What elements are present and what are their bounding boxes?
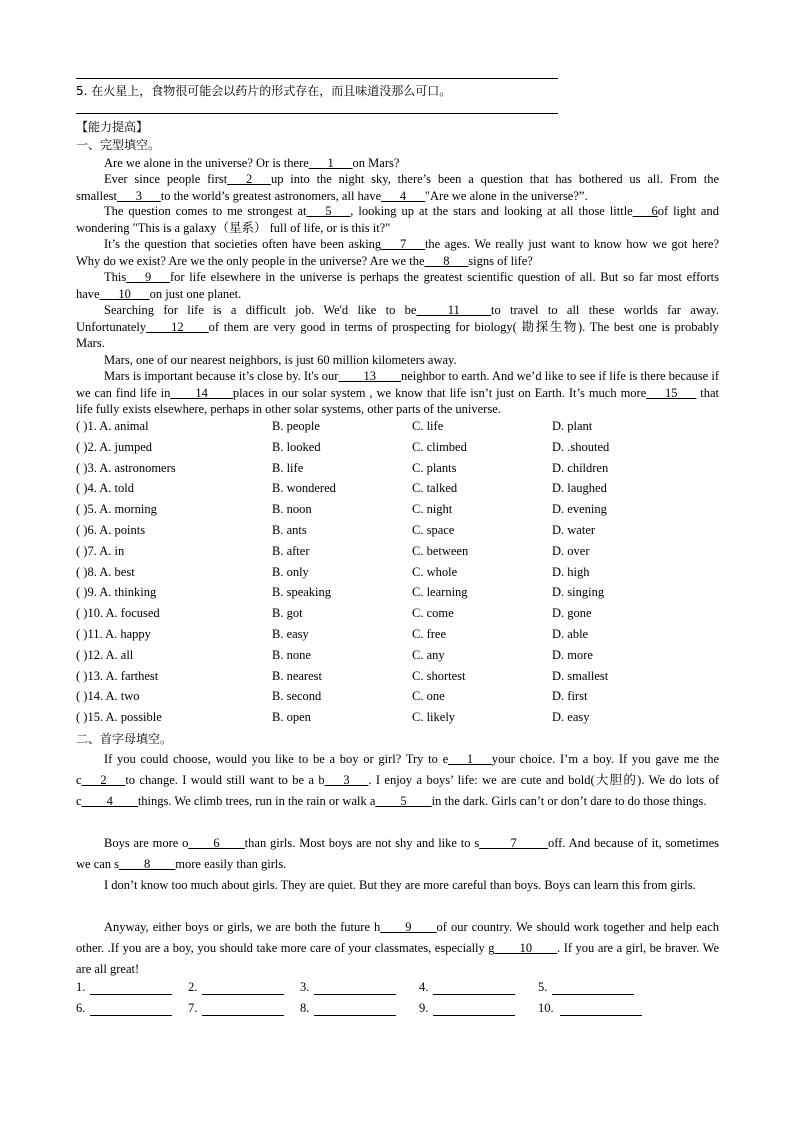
passage-text: to change. I would still want to be a b bbox=[125, 773, 325, 787]
option-d[interactable]: D. smallest bbox=[552, 668, 609, 683]
initial-letter-paragraph bbox=[76, 749, 719, 812]
option-c[interactable]: C. one bbox=[412, 689, 445, 704]
passage-text: Are we alone in the universe? Or is there bbox=[104, 156, 309, 170]
blank[interactable]: ____13____ bbox=[338, 369, 401, 383]
answer-number: 1. bbox=[76, 980, 86, 994]
option-d[interactable]: D. children bbox=[552, 460, 609, 475]
option-b[interactable]: B. second bbox=[272, 689, 322, 704]
option-row bbox=[76, 710, 719, 730]
option-row bbox=[76, 481, 719, 501]
option-a[interactable]: ( )4. A. told bbox=[76, 481, 134, 496]
passage-text: neighbor to earth. And we’d like to see if life is there because if we can find life in bbox=[76, 369, 719, 400]
option-d[interactable]: D. singing bbox=[552, 585, 605, 600]
blank[interactable]: _____11_____ bbox=[416, 303, 491, 317]
option-row bbox=[76, 585, 719, 605]
passage-text: Boys are more o bbox=[104, 836, 189, 850]
answer-number: 6. bbox=[76, 1001, 86, 1015]
passage-text: "Are we alone in the universe?”. bbox=[424, 188, 588, 203]
part1-title: 一、完型填空。 bbox=[76, 138, 161, 152]
answer-number: 10. bbox=[538, 1001, 554, 1015]
answer-number: 5. bbox=[538, 980, 548, 994]
option-c[interactable]: C. space bbox=[412, 523, 455, 537]
option-row bbox=[76, 627, 719, 647]
option-a[interactable]: ( )10. A. focused bbox=[76, 606, 160, 621]
blank[interactable]: ____12____ bbox=[146, 319, 209, 334]
passage-text: more easily than girls. bbox=[175, 857, 287, 871]
option-b[interactable]: B. looked bbox=[272, 439, 321, 454]
answer-slot bbox=[419, 1001, 539, 1021]
answer-slot bbox=[76, 1001, 196, 1021]
option-c[interactable]: C. come bbox=[412, 606, 454, 621]
option-b[interactable]: B. noon bbox=[272, 502, 312, 517]
option-c[interactable]: C. climbed bbox=[412, 439, 467, 454]
blank[interactable]: ___2___ bbox=[227, 172, 271, 186]
passage-text: This bbox=[104, 270, 127, 284]
blank[interactable]: ___1___ bbox=[448, 752, 492, 766]
option-c[interactable]: C. shortest bbox=[412, 668, 466, 683]
answer-number: 7. bbox=[188, 1001, 198, 1015]
option-c[interactable]: C. night bbox=[412, 502, 453, 517]
cloze-paragraph bbox=[76, 155, 719, 172]
option-b[interactable]: B. life bbox=[272, 460, 304, 475]
option-a[interactable]: ( )2. A. jumped bbox=[76, 439, 153, 454]
cloze-paragraph bbox=[76, 203, 719, 236]
option-row bbox=[76, 502, 719, 522]
answer-input[interactable] bbox=[552, 982, 634, 995]
option-b[interactable]: B. wondered bbox=[272, 481, 336, 496]
cloze-paragraph bbox=[76, 368, 719, 418]
option-c[interactable]: C. life bbox=[412, 419, 444, 433]
blank[interactable]: ___4___ bbox=[381, 188, 425, 203]
option-a[interactable]: ( )7. A. in bbox=[76, 543, 125, 558]
answer-number: 3. bbox=[300, 980, 310, 994]
passage-text: It’s the question that societies often have been asking bbox=[104, 237, 382, 251]
option-c[interactable]: C. any bbox=[412, 647, 445, 662]
initial-letter-paragraph bbox=[76, 875, 719, 896]
option-d[interactable]: D. high bbox=[552, 564, 590, 579]
answer-input[interactable] bbox=[202, 982, 284, 995]
option-row bbox=[76, 565, 719, 585]
blank[interactable]: ___2___ bbox=[81, 773, 126, 787]
option-c[interactable]: C. likely bbox=[412, 710, 456, 725]
blank[interactable]: ____4____ bbox=[81, 794, 138, 808]
passage-text: places in our solar system , we know that life isn’t just on Earth. It’s much more bbox=[232, 385, 647, 400]
passage-text: of light and wondering "This is a galaxy（星系） full of life, or is this it?" bbox=[76, 204, 719, 235]
blank[interactable]: ___6 bbox=[632, 204, 658, 218]
section-header: 【能力提高】 bbox=[76, 120, 149, 134]
option-a[interactable]: ( )6. A. points bbox=[76, 523, 146, 537]
initial-letter-paragraph bbox=[76, 917, 719, 980]
passage-text: off. And because of it, sometimes we can s bbox=[76, 836, 719, 871]
blank[interactable]: ____9____ bbox=[380, 920, 437, 934]
answer-number: 8. bbox=[300, 1001, 310, 1015]
answer-input[interactable] bbox=[314, 1003, 396, 1016]
answer-slot bbox=[538, 980, 658, 1000]
option-b[interactable]: B. open bbox=[272, 710, 311, 725]
option-row bbox=[76, 689, 719, 709]
option-row bbox=[76, 523, 719, 543]
passage-text: things. We climb trees, run in the rain or walk a bbox=[137, 794, 376, 808]
blank[interactable]: ___3___ bbox=[116, 188, 161, 203]
option-d[interactable]: D. evening bbox=[552, 502, 607, 517]
passage-text: to the world’s greatest astronomers, all have bbox=[160, 188, 382, 203]
answer-input[interactable] bbox=[90, 982, 172, 995]
option-d[interactable]: D. more bbox=[552, 647, 593, 662]
passage-text: the ages. We really just want to know how we got here? Why do we exist? Are we the only people in the universe? Are we the bbox=[76, 237, 719, 268]
option-b[interactable]: B. got bbox=[272, 606, 303, 621]
option-b[interactable]: B. speaking bbox=[272, 585, 332, 600]
option-row bbox=[76, 669, 719, 689]
passage-text: Searching for life is a difficult job. We'd like to be bbox=[104, 303, 417, 317]
answer-slot bbox=[76, 980, 196, 1000]
answer-slot bbox=[538, 1001, 658, 1021]
option-a[interactable]: ( )8. A. best bbox=[76, 564, 135, 579]
passage-text: Mars is important because it’s close by. It's our bbox=[104, 369, 339, 383]
initial-letter-paragraph bbox=[76, 833, 719, 875]
answer-input[interactable] bbox=[314, 982, 396, 995]
passage-text: Ever since people first bbox=[104, 172, 228, 186]
option-d[interactable]: D. easy bbox=[552, 710, 590, 725]
answer-input[interactable] bbox=[433, 982, 515, 995]
passage-text: on Mars? bbox=[352, 156, 400, 170]
option-d[interactable]: D. plant bbox=[552, 419, 593, 433]
option-d[interactable]: D. gone bbox=[552, 606, 592, 621]
blank[interactable]: ___9___ bbox=[126, 270, 170, 284]
blank[interactable]: ____5____ bbox=[375, 794, 432, 808]
option-d[interactable]: D. laughed bbox=[552, 481, 607, 496]
option-a[interactable]: ( )12. A. all bbox=[76, 647, 134, 662]
answer-input[interactable] bbox=[90, 1003, 172, 1016]
passage-text: If you could choose, would you like to be a boy or girl? Try to e bbox=[104, 752, 449, 766]
option-b[interactable]: B. only bbox=[272, 564, 309, 579]
option-a[interactable]: ( )11. A. happy bbox=[76, 627, 151, 641]
option-a[interactable]: ( )3. A. astronomers bbox=[76, 460, 176, 475]
answer-line-item-5 bbox=[76, 113, 558, 114]
passage-text: than girls. Most boys are not shy and like to s bbox=[244, 836, 480, 850]
answer-number: 4. bbox=[419, 980, 429, 994]
passage-text: of them are very good in terms of prospecting for biology( 勘探生物). The best one is probably Mars. bbox=[76, 319, 719, 350]
answer-number: 9. bbox=[419, 1001, 429, 1015]
passage-text: your choice. I’m a boy. If you gave me the c bbox=[76, 752, 719, 787]
passage-text: I don’t know too much about girls. They are quiet. But they are more careful than boys. Boys can learn this from girls. bbox=[104, 878, 696, 892]
option-a[interactable]: ( )14. A. two bbox=[76, 689, 140, 704]
answer-slot bbox=[188, 1001, 308, 1021]
option-c[interactable]: C. between bbox=[412, 543, 469, 558]
option-row bbox=[76, 544, 719, 564]
passage-text: signs of life? bbox=[468, 253, 533, 268]
option-b[interactable]: B. none bbox=[272, 647, 311, 662]
option-row bbox=[76, 648, 719, 668]
answer-line-top bbox=[76, 78, 558, 79]
option-c[interactable]: C. learning bbox=[412, 585, 468, 600]
blank[interactable]: ___5___ bbox=[306, 204, 351, 218]
option-a[interactable]: ( )9. A. thinking bbox=[76, 585, 157, 600]
blank[interactable]: ___3___ bbox=[324, 773, 369, 787]
option-c[interactable]: C. talked bbox=[412, 481, 458, 496]
passage-text: for life elsewhere in the universe is perhaps the greatest scientific question of all. But so far most efforts have bbox=[76, 270, 719, 301]
option-c[interactable]: C. whole bbox=[412, 564, 458, 579]
passage-text: that life fully exists elsewhere, perhaps in other solar systems, other parts of the universe. bbox=[76, 385, 720, 416]
answer-slot bbox=[419, 980, 539, 1000]
option-row bbox=[76, 419, 719, 439]
option-a[interactable]: ( )5. A. morning bbox=[76, 502, 157, 517]
cloze-paragraph bbox=[76, 352, 719, 369]
option-b[interactable]: B. easy bbox=[272, 627, 309, 641]
blank[interactable]: ____14____ bbox=[170, 385, 233, 400]
passage-text: The question comes to me strongest at bbox=[104, 204, 307, 218]
option-d[interactable]: D. .shouted bbox=[552, 439, 610, 454]
option-d[interactable]: D. water bbox=[552, 523, 596, 537]
cloze-paragraph bbox=[76, 236, 719, 269]
passage-text: . I enjoy a boys’ life: we are cute and bold(大胆的). We do lots of c bbox=[76, 773, 719, 808]
option-b[interactable]: B. people bbox=[272, 419, 320, 433]
part2-title: 二、首字母填空。 bbox=[76, 732, 173, 746]
passage-text: Mars, one of our nearest neighbors, is just 60 million kilometers away. bbox=[104, 353, 457, 367]
blank[interactable]: ___10___ bbox=[99, 286, 150, 301]
blank[interactable]: ___15___ bbox=[646, 385, 697, 400]
option-row bbox=[76, 461, 719, 481]
option-a[interactable]: ( )15. A. possible bbox=[76, 710, 162, 725]
option-b[interactable]: B. after bbox=[272, 543, 310, 558]
blank[interactable]: ____8____ bbox=[119, 857, 176, 871]
option-c[interactable]: C. plants bbox=[412, 460, 457, 475]
answer-slot bbox=[188, 980, 308, 1000]
cloze-paragraph bbox=[76, 302, 719, 352]
option-b[interactable]: B. nearest bbox=[272, 668, 322, 683]
answer-input[interactable] bbox=[560, 1003, 642, 1016]
passage-text: on just one planet. bbox=[149, 286, 242, 301]
blank[interactable]: ___8___ bbox=[424, 253, 469, 268]
answer-input[interactable] bbox=[202, 1003, 284, 1016]
option-row bbox=[76, 440, 719, 460]
passage-text: of our country. We should work together and help each other. .If you are a boy, you should take more care of your classmates, especially g bbox=[76, 920, 719, 955]
blank[interactable]: ____10____ bbox=[494, 941, 558, 955]
answer-slot bbox=[300, 980, 420, 1000]
blank[interactable]: _____7_____ bbox=[479, 836, 548, 850]
blank[interactable]: ____6____ bbox=[188, 836, 245, 850]
cloze-paragraph bbox=[76, 171, 719, 204]
cloze-paragraph bbox=[76, 269, 719, 302]
option-a[interactable]: ( )1. A. animal bbox=[76, 419, 149, 433]
option-b[interactable]: B. ants bbox=[272, 523, 307, 537]
passage-text: to travel to all these worlds far away. Unfortunately bbox=[76, 303, 719, 334]
option-d[interactable]: D. able bbox=[552, 627, 589, 641]
passage-text: , looking up at the stars and looking at all those little bbox=[350, 204, 633, 218]
passage-text: in the dark. Girls can’t or don’t dare to do those things. bbox=[431, 794, 707, 808]
blank[interactable]: ___1___ bbox=[308, 156, 353, 170]
option-row bbox=[76, 606, 719, 626]
option-d[interactable]: D. first bbox=[552, 689, 588, 704]
answer-input[interactable] bbox=[433, 1003, 515, 1016]
option-d[interactable]: D. over bbox=[552, 543, 590, 558]
passage-text: . If you are a girl, be braver. We are all great! bbox=[76, 941, 720, 976]
option-a[interactable]: ( )13. A. farthest bbox=[76, 668, 159, 683]
blank[interactable]: ___7___ bbox=[381, 237, 425, 251]
translation-item-5: 5. 在火星上，食物很可能会以药片的形式存在，而且味道没那么可口。 bbox=[76, 84, 452, 98]
answer-number: 2. bbox=[188, 980, 198, 994]
passage-text: Anyway, either boys or girls, we are both the future h bbox=[104, 920, 381, 934]
passage-text: up into the night sky, there’s been a question that has bothered us all. From the smallest bbox=[76, 172, 719, 203]
answer-slot bbox=[300, 1001, 420, 1021]
option-c[interactable]: C. free bbox=[412, 627, 447, 641]
